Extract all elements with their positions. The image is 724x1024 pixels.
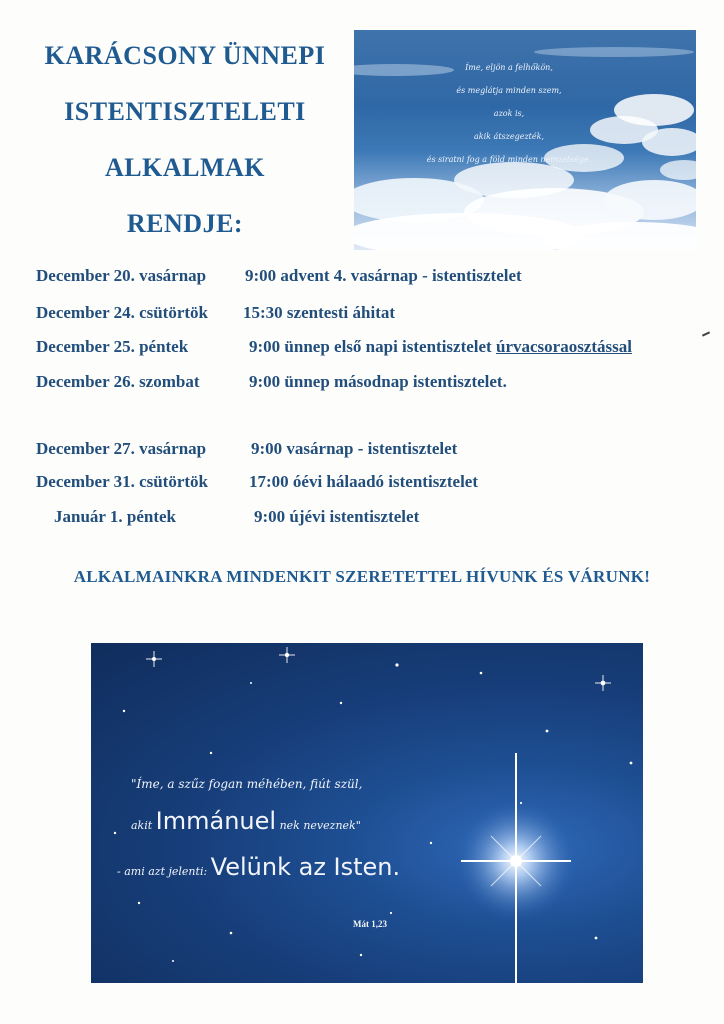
schedule-event: [249, 337, 632, 357]
quote-line-2: [131, 807, 361, 835]
quote-line-1: "Íme, a szűz fogan méhében, fiút szül,: [131, 777, 363, 791]
cloud-verse-line-3: azok is,: [493, 109, 525, 118]
cloud-verse-line-1: Íme, eljön a felhőkön,: [465, 63, 553, 72]
quote-with-us-god: Velünk az Isten.: [210, 853, 401, 881]
schedule-day: December 24. csütörtök: [36, 303, 209, 322]
cloud-verse-line-4: akik átszegezték,: [473, 132, 544, 141]
clouds-image: [354, 30, 696, 250]
invitation-text: ALKALMAINKRA MINDENKIT SZERETETTEL HÍVUNK ÉS VÁRUNK!: [73, 567, 651, 586]
schedule-day: December 31. csütörtök: [36, 472, 209, 491]
schedule-event: 15:30 szentesti áhitat: [243, 303, 396, 322]
schedule-event: 9:00 újévi istentisztelet: [254, 507, 420, 526]
title-line-3: ALKALMAK: [105, 153, 265, 182]
cloud-verse-line-5: és siratni fog a föld minden nemzetsége.: [426, 155, 592, 164]
cloud-verse-line-2: és meglátja minden szem,: [456, 86, 562, 95]
quote-line-2-post: nek neveznek": [276, 819, 361, 832]
schedule-event-text: 9:00 ünnep első napi istentisztelet: [249, 337, 496, 356]
schedule-event: 9:00 vasárnap - istentisztelet: [251, 439, 458, 458]
schedule-event: 17:00 óévi hálaadó istentisztelet: [249, 472, 478, 491]
schedule-day: December 26. szombat: [36, 372, 200, 391]
title-line-4: RENDJE:: [126, 209, 244, 238]
cloud-verse: [394, 56, 624, 171]
quote-line-2-pre: akit: [131, 819, 156, 832]
star-image: [91, 643, 643, 983]
quote-immanuel: Immánuel: [155, 807, 277, 835]
quote-line-3-pre: - ami azt jelenti:: [117, 865, 211, 878]
schedule-event: 9:00 ünnep másodnap istentisztelet.: [249, 372, 507, 391]
page-title: [20, 28, 350, 252]
schedule-day: December 25. péntek: [36, 337, 189, 356]
quote-line-3: [117, 853, 400, 881]
schedule-day: Január 1. péntek: [54, 507, 177, 526]
pen-mark: [702, 331, 710, 336]
title-line-1: KARÁCSONY ÜNNEPI: [44, 41, 326, 70]
scripture-reference: Mát 1,23: [353, 919, 387, 929]
schedule-day: December 20. vasárnap: [36, 266, 207, 285]
schedule-event-underlined: úrvacsoraosztással: [495, 337, 632, 356]
title-line-2: ISTENTISZTELETI: [64, 97, 306, 126]
schedule-event: 9:00 advent 4. vasárnap - istentisztelet: [245, 266, 522, 285]
schedule-day: December 27. vasárnap: [36, 439, 207, 458]
